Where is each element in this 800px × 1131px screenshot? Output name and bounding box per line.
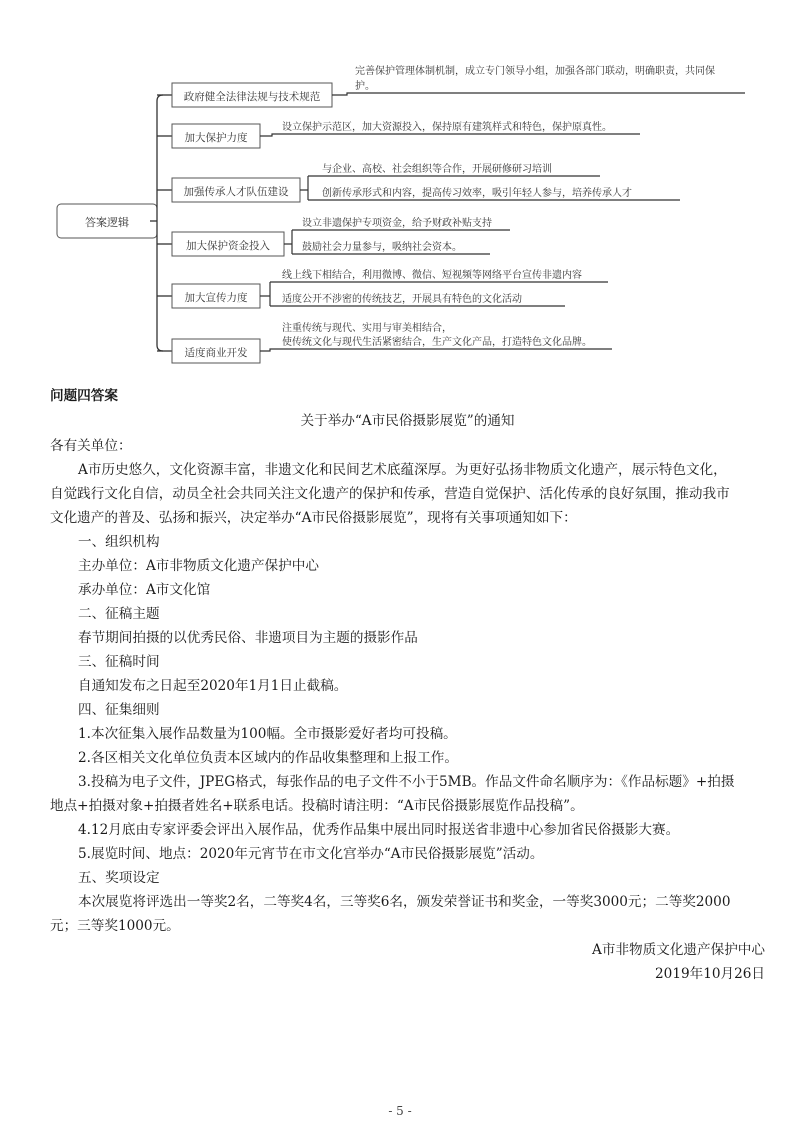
body-line: 四、征集细则 xyxy=(78,702,160,718)
branch-label-4: 加大保护资金投入 xyxy=(186,240,270,252)
body-line: 本次展览将评选出一等奖2名，二等奖4名，三等奖6名，颁发荣誉证书和奖金，一等奖3000元；二等奖2000 xyxy=(78,894,731,910)
body-line: 承办单位：A市文化馆 xyxy=(78,582,211,598)
leaf-text: 线上线下相结合，利用微博、微信、短视频等网络平台宣传非遗内容 xyxy=(282,270,582,281)
body-line: 3.投稿为电子文件，JPEG格式，每张作品的电子文件不小于5MB。作品文件命名顺序为：《作品标题》+拍摄 xyxy=(78,774,735,790)
leaf-text: 与企业、高校、社会组织等合作，开展研修研习培训 xyxy=(322,164,552,175)
body-line: 地点+拍摄对象+拍摄者姓名+联系电话。投稿时请注明：“A市民俗摄影展览作品投稿”。 xyxy=(50,798,584,814)
leaf-text: 鼓励社会力量参与，吸纳社会资本。 xyxy=(302,242,462,253)
mindmap-svg xyxy=(0,0,800,380)
leaf-text: 完善保护管理体制机制，成立专门领导小组，加强各部门联动，明确职责，共同保 xyxy=(355,66,715,77)
main-bracket xyxy=(157,95,163,351)
section-heading: 问题四答案 xyxy=(50,388,118,404)
intro-line: A市历史悠久，文化资源丰富，非遗文化和民间艺术底蕴深厚。为更好弘扬非物质文化遗产，展示特色文化， xyxy=(78,462,727,478)
notice-document xyxy=(50,384,765,1084)
answer-logic-mindmap xyxy=(0,0,800,380)
body-line: 二、征稿主题 xyxy=(78,606,160,622)
body-line: 2.各区相关文化单位负责本区域内的作品收集整理和上报工作。 xyxy=(78,750,458,766)
branch-label-5: 加大宣传力度 xyxy=(184,292,248,304)
leaf-underline xyxy=(260,134,640,136)
root-label: 答案逻辑 xyxy=(85,216,129,229)
body-line: 五、奖项设定 xyxy=(78,870,160,886)
intro-line: 文化遗产的普及、弘扬和振兴，决定举办“A市民俗摄影展览”，现将有关事项通知如下： xyxy=(50,510,577,526)
leaf-text: 设立保护示范区，加大资源投入，保持原有建筑样式和特色，保护原真性。 xyxy=(282,122,612,133)
leaf-text: 使传统文化与现代生活紧密结合，生产文化产品，打造特色文化品牌。 xyxy=(282,337,592,348)
notice-title: 关于举办“A市民俗摄影展览”的通知 xyxy=(300,413,515,429)
body-line: 自通知发布之日起至2020年1月1日止截稿。 xyxy=(78,678,348,694)
body-line: 三、征稿时间 xyxy=(78,654,160,670)
salutation: 各有关单位： xyxy=(50,438,132,454)
branch-label-2: 加大保护力度 xyxy=(184,132,248,144)
body-line: 一、组织机构 xyxy=(78,534,160,550)
page-number: - 5 - xyxy=(388,1104,412,1118)
leaf-underline xyxy=(260,349,612,351)
branch-label-1: 政府健全法律法规与技术规范 xyxy=(183,91,321,103)
leaf-text: 护。 xyxy=(355,81,375,92)
signature-date: 2019年10月26日 xyxy=(655,966,765,982)
signature-org: A市非物质文化遗产保护中心 xyxy=(592,942,765,958)
body-line: 5.展览时间、地点：2020年元宵节在市文化宫举办“A市民俗摄影展览”活动。 xyxy=(78,846,544,862)
branch-label-6: 适度商业开发 xyxy=(184,347,248,359)
body-line: 春节期间拍摄的以优秀民俗、非遗项目为主题的摄影作品 xyxy=(78,630,418,646)
body-line: 4.12月底由专家评委会评出入展作品，优秀作品集中展出同时报送省非遗中心参加省民俗摄影大赛。 xyxy=(78,822,680,838)
body-line: 1.本次征集入展作品数量为100幅。全市摄影爱好者均可投稿。 xyxy=(78,726,457,742)
branch-label-3: 加强传承人才队伍建设 xyxy=(183,186,289,198)
intro-line: 自觉践行文化自信，动员全社会共同关注文化遗产的保护和传承，营造自觉保护、活化传承的良好氛围，推动我市 xyxy=(50,486,730,502)
leaf-text: 设立非遗保护专项资金，给予财政补贴支持 xyxy=(302,218,492,229)
body-line: 元；三等奖1000元。 xyxy=(50,918,180,934)
leaf-text: 注重传统与现代、实用与审美相结合， xyxy=(282,323,452,334)
leaf-text: 适度公开不涉密的传统技艺，开展具有特色的文化活动 xyxy=(282,294,522,305)
leaf-underline xyxy=(332,93,745,95)
leaf-text: 创新传承形式和内容，提高传习效率，吸引年轻人参与，培养传承人才 xyxy=(322,188,632,199)
body-line: 主办单位：A市非物质文化遗产保护中心 xyxy=(78,558,319,574)
